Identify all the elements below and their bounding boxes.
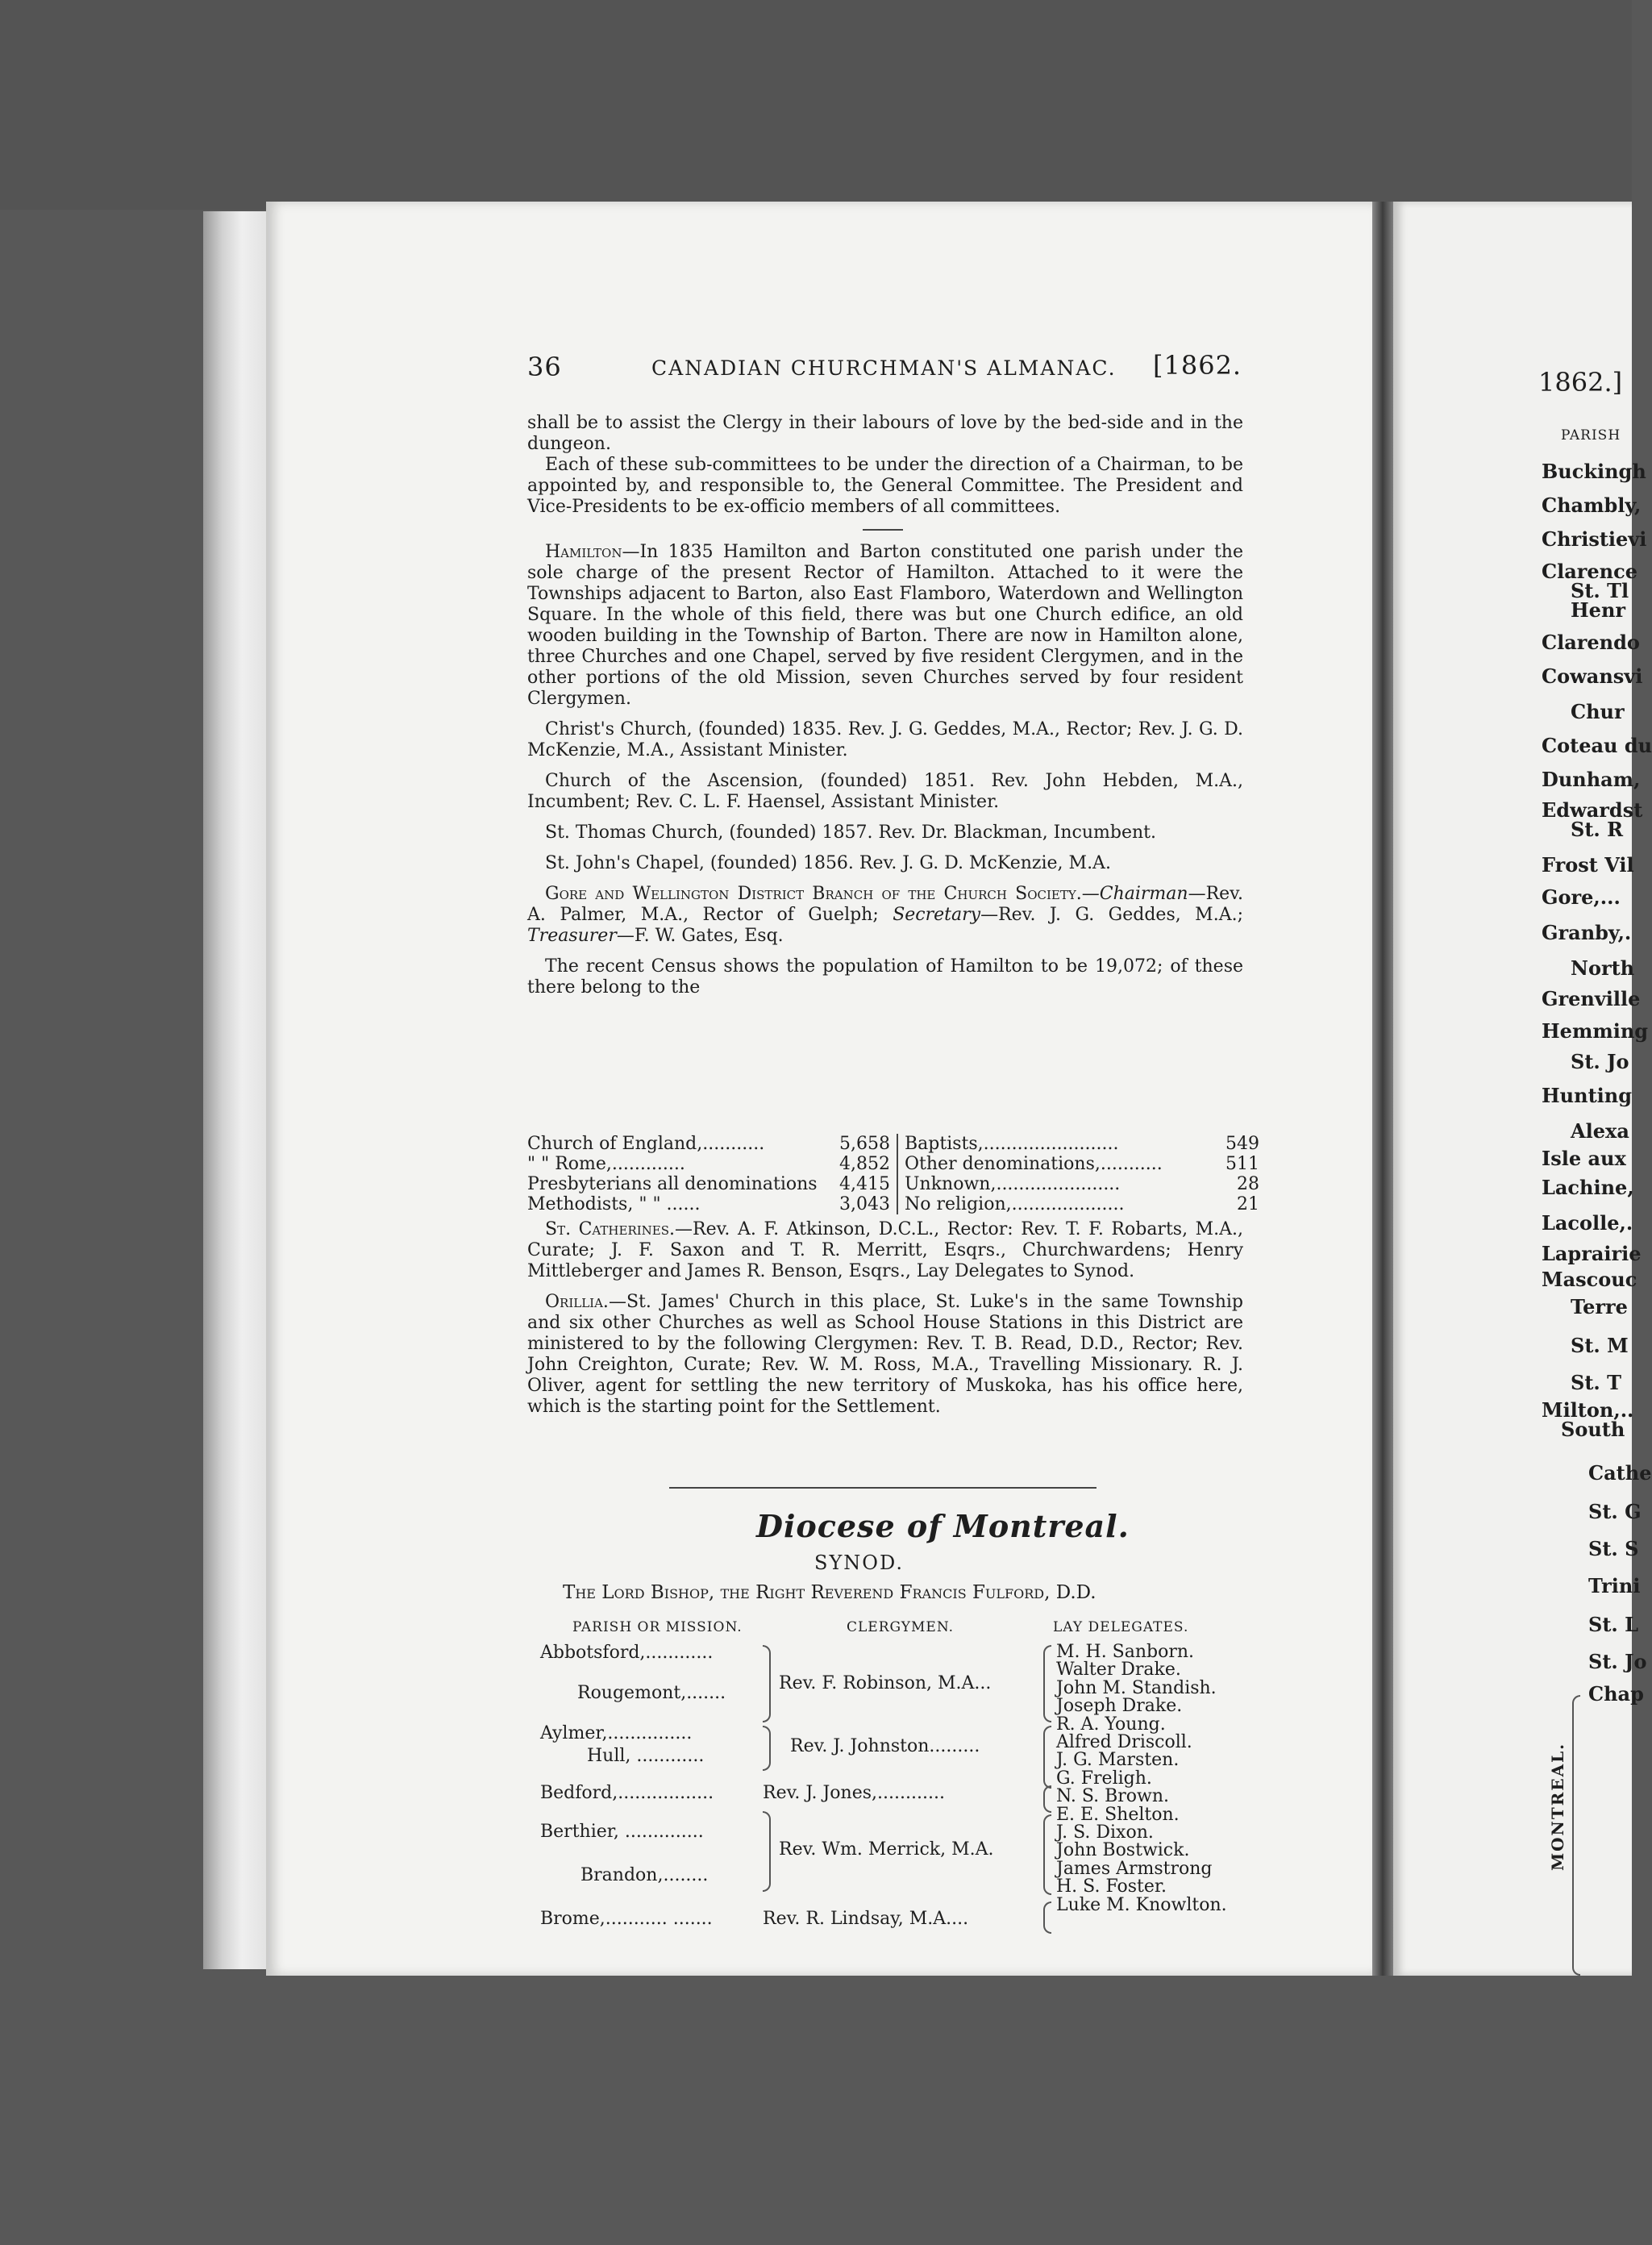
census-value: 4,852 xyxy=(839,1154,890,1174)
brace-lay xyxy=(1043,1814,1051,1895)
header-year: [1862. xyxy=(1153,350,1242,381)
right-parish-item: Hunting xyxy=(1542,1084,1633,1107)
right-parish-item: St. M xyxy=(1571,1334,1629,1357)
lay-delegate: Alfred Driscoll. xyxy=(1056,1732,1192,1753)
parish-abbotsford: Abbotsford,............ xyxy=(540,1643,714,1663)
background-top xyxy=(0,0,1632,210)
book-binding xyxy=(203,211,268,1969)
right-parish-item: Clarence xyxy=(1542,560,1638,583)
bishop-line: The Lord Bishop, the Right Reverend Francis Fulford, D.D. xyxy=(563,1582,1096,1603)
right-parish-item: Lachine, xyxy=(1542,1176,1634,1199)
census-value: 4,415 xyxy=(839,1174,890,1194)
col-lay: LAY DELEGATES. xyxy=(1053,1619,1189,1635)
diocese-title: Diocese of Montreal. xyxy=(756,1508,1130,1544)
census-value: 549 xyxy=(1225,1134,1259,1154)
right-parish-item: Hemming xyxy=(1542,1019,1649,1043)
right-brace xyxy=(1572,1695,1580,1976)
gore-secretary: —Rev. J. G. Geddes, M.A.; xyxy=(980,905,1243,925)
right-parish-item: Terre xyxy=(1571,1295,1628,1318)
st-johns-chapel: St. John's Chapel, (founded) 1856. Rev. J. G. D. McKenzie, M.A. xyxy=(545,853,1111,873)
parish-brandon: Brandon,........ xyxy=(580,1865,709,1885)
parish-rougemont: Rougemont,....... xyxy=(577,1683,726,1703)
right-parish-item: St. Tl xyxy=(1571,579,1629,602)
gore-heading: Gore and Wellington District Branch of the Church Society. xyxy=(545,884,1082,904)
lay-delegate: E. E. Shelton. xyxy=(1056,1804,1180,1825)
clergy-robinson: Rev. F. Robinson, M.A... xyxy=(779,1673,992,1693)
right-parish-item: South xyxy=(1561,1418,1625,1441)
right-page-year: 1862.] xyxy=(1538,367,1623,398)
divider-long xyxy=(669,1487,1096,1489)
census-value: 21 xyxy=(1237,1194,1259,1214)
paragraph-sub-committees: Each of these sub-committees to be under the direction of a Chairman, to be appointed by, and responsible to, the General Committee. The President and Vice-Presidents to be ex-officio members of all committees. xyxy=(527,455,1243,517)
brace-lay xyxy=(1043,1901,1051,1934)
body-text-lower xyxy=(527,1219,1243,1418)
census-label: Other denominations,........... xyxy=(905,1154,1163,1174)
book-gutter xyxy=(1372,202,1393,1976)
right-parish-item: Henr xyxy=(1571,598,1626,622)
census-label: No religion,.................... xyxy=(905,1194,1125,1214)
lay-delegate: John M. Standish. xyxy=(1056,1677,1217,1698)
right-parish-item: Grenville xyxy=(1542,987,1641,1010)
parish-brome: Brome,........... ....... xyxy=(540,1909,713,1929)
gore-secretary-label: Secretary xyxy=(893,905,981,925)
church-of-ascension: Church of the Ascension, (founded) 1851. Rev. John Hebden, M.A., Incumbent; Rev. C. L. F. Haensel, Assistant Minister. xyxy=(527,771,1243,812)
lay-delegate: G. Freligh. xyxy=(1056,1768,1152,1789)
census-row xyxy=(527,1174,1259,1194)
divider-short xyxy=(863,529,903,531)
lay-delegate: J. S. Dixon. xyxy=(1056,1822,1154,1843)
col-parish: PARISH OR MISSION. xyxy=(572,1619,743,1635)
brace-lay xyxy=(1043,1645,1051,1722)
lay-delegate: Luke M. Knowlton. xyxy=(1056,1894,1227,1915)
census-label: Presbyterians all denominations xyxy=(527,1174,818,1194)
census-row xyxy=(527,1194,1259,1214)
orillia-heading: Orillia. xyxy=(545,1292,609,1312)
lay-delegate: Joseph Drake. xyxy=(1056,1696,1183,1717)
st-thomas-church: St. Thomas Church, (founded) 1857. Rev. Dr. Blackman, Incumbent. xyxy=(545,823,1156,843)
st-catherines-text: —Rev. A. F. Atkinson, D.C.L., Rector: Rev. T. F. Robarts, M.A., Curate; J. F. Saxon and T. R. Merritt, Esqrs., Churchwardens; Henry Mittleberger and James R. Benson, Esqrs., Lay Delegates to Synod. xyxy=(527,1219,1243,1281)
right-parish-item: Frost Vil xyxy=(1542,853,1634,877)
census-label: " " Rome,............. xyxy=(527,1154,685,1174)
right-parish-item: Cathe xyxy=(1588,1461,1652,1485)
christs-church: Christ's Church, (founded) 1835. Rev. J. G. Geddes, M.A., Rector; Rev. J. G. D. McKenzie, M.A., Assistant Minister. xyxy=(527,719,1243,760)
right-parish-item: Granby,. xyxy=(1542,921,1632,944)
right-parish-item: Milton,.. xyxy=(1542,1398,1634,1422)
lay-delegate: N. S. Brown. xyxy=(1056,1786,1170,1807)
gore-chair-label: Chairman xyxy=(1099,884,1188,904)
right-parish-item: Dunham, xyxy=(1542,768,1641,791)
census-intro: The recent Census shows the population of Hamilton to be 19,072; of these there belong to the xyxy=(527,956,1243,998)
census-label: Baptists,........................ xyxy=(905,1134,1119,1154)
parish-bedford: Bedford,................. xyxy=(540,1783,714,1803)
right-parish-item: Gore,... xyxy=(1542,885,1621,909)
right-parish-item: Chap xyxy=(1588,1682,1644,1706)
right-parish-item: Christievi xyxy=(1542,527,1647,551)
lay-delegate: J. G. Marsten. xyxy=(1056,1750,1180,1771)
brace-lay xyxy=(1043,1726,1051,1789)
clergy-lindsay: Rev. R. Lindsay, M.A.... xyxy=(763,1909,969,1929)
lay-delegate: Walter Drake. xyxy=(1056,1660,1181,1681)
brace xyxy=(763,1811,771,1892)
census-label: Church of England,........... xyxy=(527,1134,765,1154)
census-row xyxy=(527,1134,1259,1154)
brace xyxy=(763,1726,771,1771)
right-parish-item: Clarendo xyxy=(1542,631,1640,654)
brace-lay xyxy=(1043,1785,1051,1813)
clergy-merrick: Rev. Wm. Merrick, M.A. xyxy=(779,1839,994,1860)
hamilton-text: —In 1835 Hamilton and Barton constituted one parish under the sole charge of the present Rector of Hamilton. Attached to it were the Townships adjacent to Barton, also East Flamboro, Waterdown and Wellington Square. In the whole of this field, there was but one Church edifice, an old wooden building in the Township of Barton. There are now in Hamilton alone, three Churches and one Chapel, served by five resident Clergymen, and in the other portions of the old Mission, seven Churches served by four resident Clergymen. xyxy=(527,542,1243,709)
right-parish-item: Buckingh xyxy=(1542,460,1646,483)
census-table xyxy=(527,1134,1259,1214)
orillia-text: —St. James' Church in this place, St. Luke's in the same Township and six other Churches as well as School House Stations in this District are ministered to by the following Clergymen: Rev. T. B. Read, D.D., Rector; Rev. John Creighton, Curate; Rev. W. M. Ross, M.A., Travelling Missionary. R. J. Oliver, agent for settling the new territory of Muskoka, has his office here, which is the starting point for the Settlement. xyxy=(527,1292,1243,1417)
right-parish-item: St. S xyxy=(1588,1537,1639,1560)
right-page xyxy=(1393,202,1652,1976)
census-value: 28 xyxy=(1237,1174,1259,1194)
right-col-head: PARISH xyxy=(1561,427,1621,444)
right-parish-item: Trini xyxy=(1588,1574,1641,1597)
right-parish-item: Laprairie xyxy=(1542,1242,1642,1265)
census-row xyxy=(527,1154,1259,1174)
census-label: Methodists, " " ...... xyxy=(527,1194,701,1214)
gore-treasurer: —F. W. Gates, Esq. xyxy=(616,926,784,946)
right-parish-item: St. R xyxy=(1571,818,1624,841)
parish-aylmer: Aylmer,............... xyxy=(540,1723,693,1743)
right-parish-item: St. G xyxy=(1588,1500,1642,1523)
right-parish-item: St. T xyxy=(1571,1371,1621,1394)
gore-treasurer-label: Treasurer xyxy=(527,926,617,946)
clergy-johnston: Rev. J. Johnston......... xyxy=(790,1736,980,1756)
right-parish-item: Mascouc xyxy=(1542,1268,1637,1291)
parish-hull: Hull, ............ xyxy=(587,1746,705,1766)
right-parish-item: Chambly, xyxy=(1542,494,1642,517)
brace xyxy=(763,1645,771,1722)
right-parish-item: Isle aux xyxy=(1542,1147,1626,1170)
page-number: 36 xyxy=(527,352,562,382)
clergy-jones: Rev. J. Jones,............ xyxy=(763,1783,945,1803)
right-parish-item: St. Jo xyxy=(1571,1050,1629,1073)
hamilton-heading: Hamilton xyxy=(545,542,622,562)
right-parish-item: North xyxy=(1571,956,1635,980)
right-parish-item: Alexa xyxy=(1571,1119,1629,1143)
lay-delegate: R. A. Young. xyxy=(1056,1714,1166,1735)
running-title: CANADIAN CHURCHMAN'S ALMANAC. xyxy=(651,356,1117,380)
synod-heading: SYNOD. xyxy=(814,1552,904,1574)
right-parish-item: Coteau du xyxy=(1542,734,1652,757)
right-parish-item: Lacolle,. xyxy=(1542,1211,1633,1235)
body-text-hamilton: Hamilton—In 1835 Hamilton and Barton constituted one parish under the sole charge of the present Rector of Hamilton. Attached to it were the Townships adjacent to Barton, also East Flamboro, Waterdown and Wellington Square. In the whole of this field, there was but one Church edifice, an old wooden building in the Township of Barton. There are now in Hamilton alone, three Churches and one Chapel, served by five resident Clergymen, and in the other portions of the old Mission, seven Churches served by four resident Clergymen. Christ's Church, (founded) 1835. Rev. J. G. Geddes, M.A., Rector; Rev. J. G. D. McKenzie, M.A., Assistant Minister. Church of the Ascension, (founded) 1851. Rev. John Hebden, M.A., Incumbent; Rev. C. L. F. Haensel, Assistant Minister. St. Thomas Church, (founded) 1857. Rev. Dr. Blackman, Incumbent. St. John's Chapel, (founded) 1856. Rev. J. G. D. McKenzie, M.A. Gore and Wellington District Branch of the Church Society.—Chairman—Rev. A. Palmer, M.A., Rector of Guelph; Secretary—Rev. J. G. Geddes, M.A.; Treasurer—F. W. Gates, Esq. The recent Census shows the population of Hamilton to be 19,072; of these there belong to the xyxy=(527,542,1243,998)
right-parish-item: Edwardst xyxy=(1542,798,1643,822)
body-text xyxy=(527,413,1243,518)
census-value: 511 xyxy=(1225,1154,1259,1174)
parish-berthier: Berthier, .............. xyxy=(540,1822,704,1842)
lay-delegate: John Bostwick. xyxy=(1056,1840,1190,1861)
census-label: Unknown,...................... xyxy=(905,1174,1121,1194)
lay-delegate: James Armstrong xyxy=(1056,1858,1213,1879)
right-parish-item: Chur xyxy=(1571,700,1625,723)
col-clergy: CLERGYMEN. xyxy=(847,1619,955,1635)
census-value: 3,043 xyxy=(839,1194,890,1214)
lay-delegates xyxy=(1056,1643,1227,1914)
st-catherines-heading: St. Catherines. xyxy=(545,1219,676,1239)
census-value: 5,658 xyxy=(839,1134,890,1154)
gore-chair: —Rev. A. Palmer, M.A., Rector of Guelph; xyxy=(527,884,1243,925)
paragraph-continuation: shall be to assist the Clergy in their labours of love by the bed-side and in the dungeon. xyxy=(527,413,1243,454)
lay-delegate: M. H. Sanborn. xyxy=(1056,1642,1195,1662)
lay-delegate: H. S. Foster. xyxy=(1056,1876,1167,1897)
right-parish-item: Cowansvi xyxy=(1542,664,1643,688)
right-parish-item: St. Jo xyxy=(1588,1650,1647,1673)
right-parish-item: St. L xyxy=(1588,1613,1639,1636)
montreal-vertical-label: MONTREAL. xyxy=(1548,1742,1567,1871)
left-page xyxy=(266,202,1372,1976)
